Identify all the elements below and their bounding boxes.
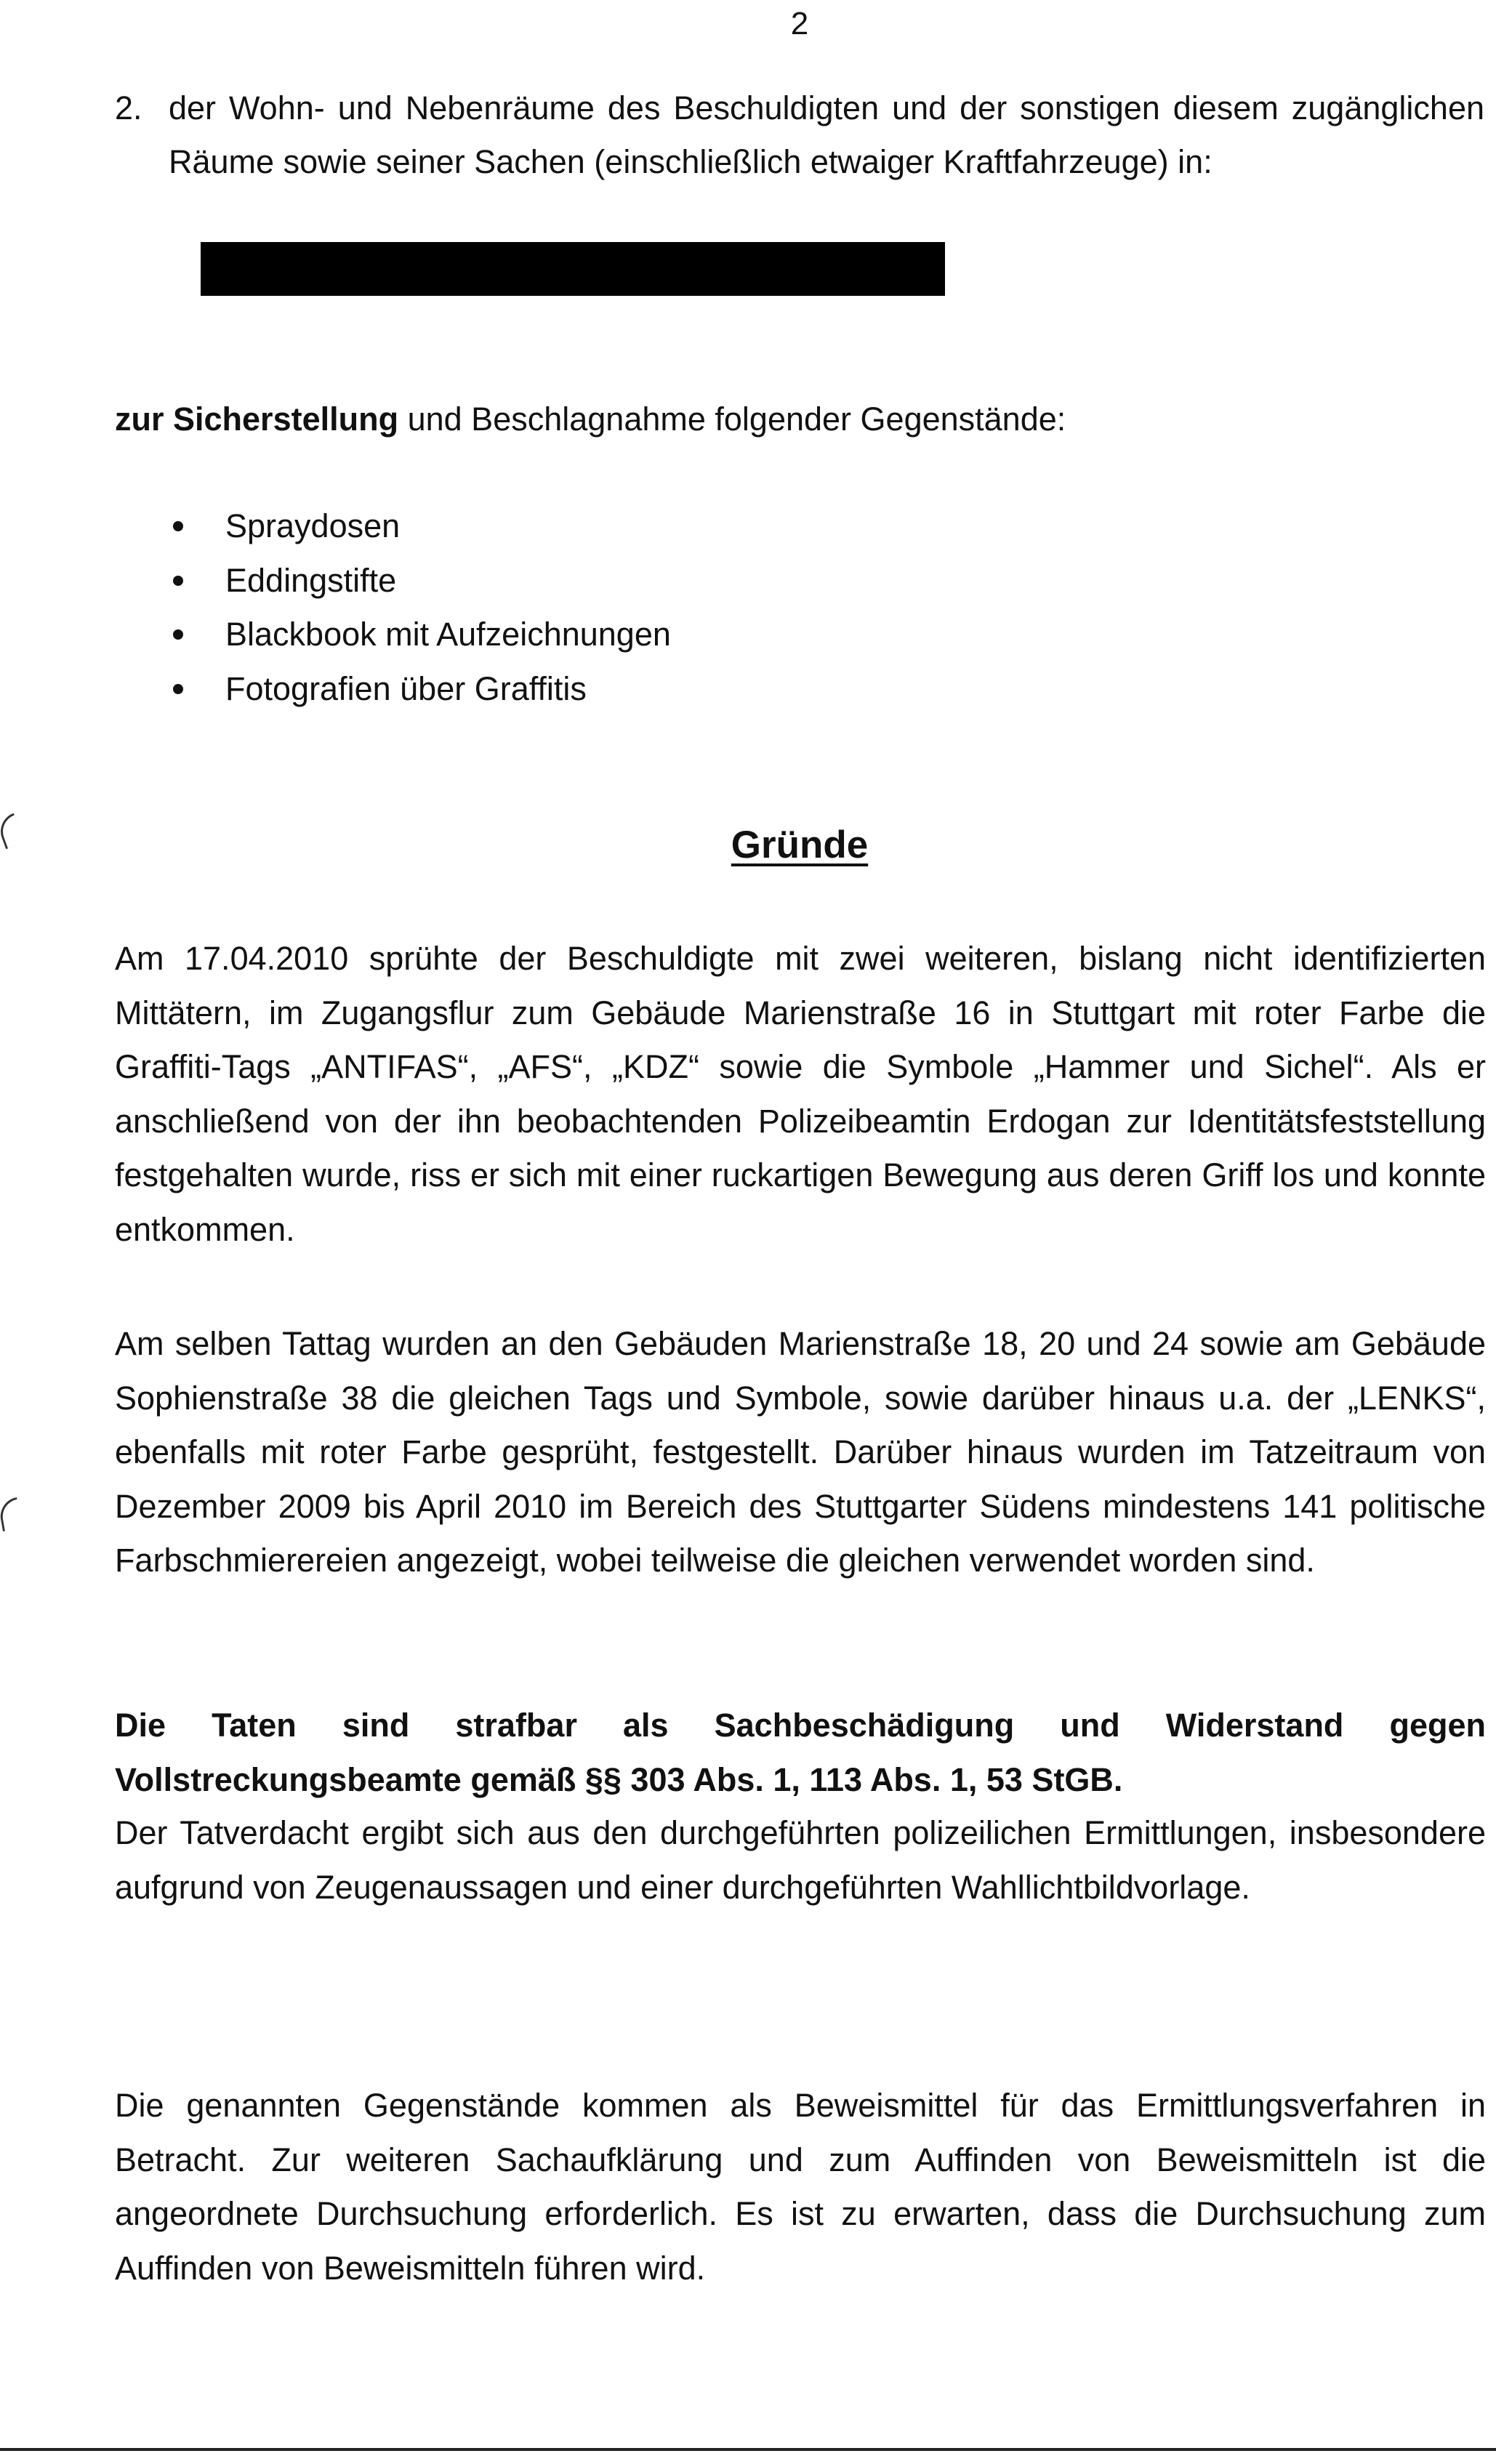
bullet-icon [173,684,183,694]
seized-items-list [167,499,671,716]
paragraph-facts: Am 17.04.2010 sprühte der Beschuldigte mit zwei weiteren, bislang nicht identifizierten Mittätern, im Zugangsflur zum Gebäude Marienstraße 16 in Stuttgart mit roter Farbe die Graffiti-Tags „ANTIFAS“, „AFS“, „KDZ“ sowie die Symbole „Hammer und Sichel“. Als er anschließend von der ihn beobachtenden Polizeibeamtin Erdogan zur Identitätsfeststellung festgehalten wurde, riss er sich mit einer ruckartigen Bewegung aus deren Griff los und konnte entkommen. [115,940,1486,1248]
redacted-address-block [201,242,945,296]
page-number: 2 [790,6,809,41]
paragraph-suspicion: Der Tatverdacht ergibt sich aus den durchgeführten polizeilichen Ermittlungen, insbesondere aufgrund von Zeugenaussagen und einer durchgeführten Wahllichtbildvorlage. [115,1814,1486,1906]
item-number: 2. [115,89,142,126]
bullet-icon [173,629,183,640]
paragraph-evidence: Die genannten Gegenstände kommen als Beweismittel für das Ermittlungsverfahren in Betracht. Zur weiteren Sachaufklärung und zum Auffinden von Beweismitteln ist die angeordnete Durchsuchung erforderlich. Es ist zu erwarten, dass die Durchsuchung zum Auffinden von Beweismitteln führen wird. [115,2087,1486,2287]
bullet-icon [173,521,183,531]
intro-bold: zur Sicherstellung [115,400,399,438]
page-bottom-edge [0,2448,1496,2451]
list-item: Blackbook mit Aufzeichnungen [167,608,671,662]
scan-artifact [0,1497,23,1531]
bullet-icon [173,576,183,586]
list-item: Spraydosen [167,499,671,554]
seizure-intro [115,392,1066,446]
paragraph-further-facts: Am selben Tattag wurden an den Gebäuden Marienstraße 18, 20 und 24 sowie am Gebäude Sophienstraße 38 die gleichen Tags und Symbole, sowie darüber hinaus u.a. der „LENKS“, ebenfalls mit roter Farbe gesprüht, festgestellt. Darüber hinaus wurden im Tatzeitraum von Dezember 2009 bis April 2010 im Bereich des Stuttgarter Südens mindestens 141 politische Farbschmierereien angezeigt, wobei teilweise die gleichen verwendet worden sind. [115,1325,1486,1579]
item-text: der Wohn- und Nebenräume des Beschuldigten und der sonstigen diesem zugänglichen Räume sowie seiner Sachen (einschließlich etwaiger Kraftfahrzeuge) in: [169,89,1484,180]
intro-rest: und Beschlagnahme folgender Gegenstände: [398,400,1066,438]
list-item: Eddingstifte [167,554,671,608]
paragraph-offense: Die Taten sind strafbar als Sachbeschädigung und Widerstand gegen Vollstreckungsbeamte gemäß §§ 303 Abs. 1, 113 Abs. 1, 53 StGB. [115,1707,1486,1798]
list-item: Fotografien über Graffitis [167,662,671,717]
section-heading: Gründe [731,824,869,866]
